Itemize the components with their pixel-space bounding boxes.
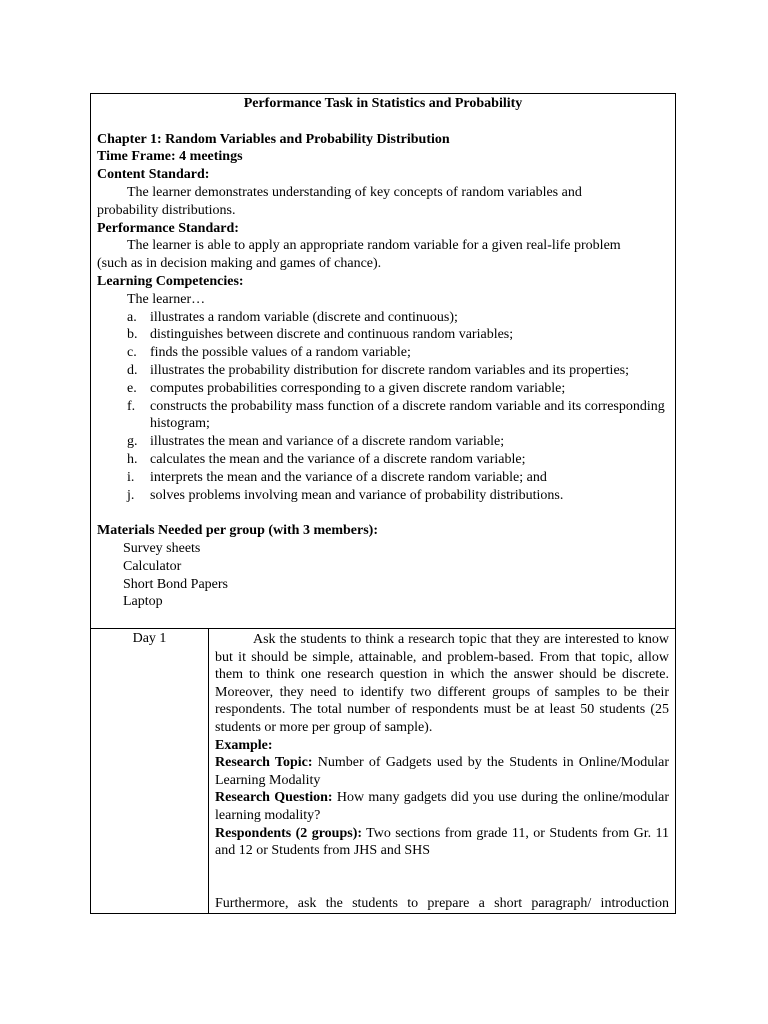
competency-item [97,487,669,505]
competency-text: illustrates a random variable (discrete and continuous); [150,309,458,325]
competency-marker: i. [127,469,135,485]
learning-competencies-heading: Learning Competencies: [97,273,244,289]
performance-standard-text: The learner is able to apply an appropriate random variable for a given real-life problem [127,238,621,254]
material-item: Short Bond Papers [123,576,228,592]
competency-marker: j. [127,487,135,503]
material-item: Calculator [123,558,182,574]
competency-marker: h. [127,451,138,467]
competency-marker: d. [127,362,138,378]
research-question-text: How many gadgets did you use during the online/modular learning modality? [215,790,669,823]
content-standard-text-cont: probability distributions. [97,202,236,218]
competency-item [97,380,669,398]
competency-item [97,451,669,469]
competency-marker: e. [127,380,137,396]
day1-instructions: Ask the students to think a research topic that they are interested to know but it should be simple, attainable, and problem-based. From that topic, allow them to think one research question in which the answer should be discrete. Moreover, they need to identify two different groups of samples to be their respondents. The total number of respondents must be at least 50 students (25 students or more per group of sample). [215,632,669,735]
competency-list [97,309,669,505]
task-overview-cell [91,94,675,629]
competency-marker: a. [127,309,137,325]
research-topic [215,754,669,789]
competency-item [97,433,669,451]
research-topic-text: Number of Gadgets used by the Students in Online/Modular Learning Modality [215,755,669,788]
day-content-cell [209,629,675,913]
competency-text: interprets the mean and the variance of a discrete random variable; and [150,469,547,485]
performance-standard-text-cont: (such as in decision making and games of chance). [97,256,382,272]
document-title: Performance Task in Statistics and Probability [243,96,523,111]
competency-item [97,398,669,434]
competency-text: finds the possible values of a random variable; [150,345,411,361]
competency-marker: f. [127,398,136,414]
competency-text: solves problems involving mean and variance of probability distributions. [150,487,564,503]
competency-item [97,469,669,487]
competency-item [97,309,669,327]
day-label: Day 1 [132,631,167,646]
respondents-text: Two sections from grade 11, or Students from Gr. 11 and 12 or Students from JHS and SHS [215,825,669,859]
research-topic-label: Research Topic: [215,755,313,771]
learner-intro: The learner… [127,291,206,307]
example-heading: Example: [215,737,273,753]
competency-marker: g. [127,434,138,450]
research-question [215,789,669,824]
content-standard-heading: Content Standard: [97,167,210,183]
materials-heading: Materials Needed per group (with 3 members): [97,523,378,539]
research-question-label: Research Question: [215,790,333,806]
respondents-label: Respondents (2 groups): [215,825,363,841]
material-item: Survey sheets [123,540,201,556]
competency-text: calculates the mean and the variance of a discrete random variable; [150,451,526,467]
competency-item [97,326,669,344]
document-table [90,93,676,914]
competency-item [97,362,669,380]
competency-text: distinguishes between discrete and continuous random variables; [150,327,514,343]
day-label-cell [91,629,209,913]
competency-text: computes probabilities corresponding to a given discrete random variable; [150,380,566,396]
competency-marker: b. [127,327,138,343]
competency-text: illustrates the mean and variance of a discrete random variable; [150,434,505,450]
competency-text: constructs the probability mass function of a discrete random variable and its corresponding histogram; [150,398,665,432]
competency-marker: c. [127,345,137,361]
performance-standard-heading: Performance Standard: [97,220,239,236]
time-frame: Time Frame: 4 meetings [97,149,243,165]
chapter-heading: Chapter 1: Random Variables and Probability Distribution [97,131,450,147]
respondents [215,825,669,860]
content-standard-text: The learner demonstrates understanding of key concepts of random variables and [127,184,582,200]
competency-text: illustrates the probability distribution for discrete random variables and its properties; [150,362,629,378]
competency-item [97,344,669,362]
material-item: Laptop [123,594,163,610]
furthermore-text: Furthermore, ask the students to prepare a short paragraph/ introduction [215,895,669,911]
